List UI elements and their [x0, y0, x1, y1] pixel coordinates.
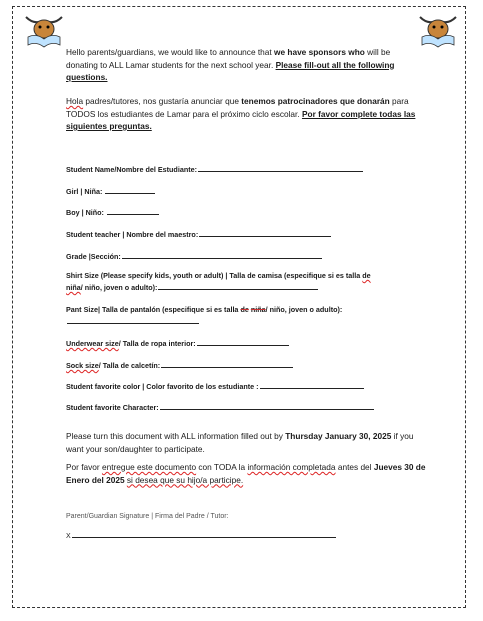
field-label: / Talla de calcetín:: [98, 361, 161, 370]
field-label: de: [362, 271, 371, 280]
field-blank[interactable]: [198, 163, 363, 172]
field-favorite-color[interactable]: [66, 380, 364, 392]
intro-es-text: padres/tutores, nos gustaría anunciar que: [83, 96, 242, 106]
closing-text: if you want your son/daughter to participate.: [66, 431, 414, 454]
intro-bold: we have sponsors who: [274, 47, 365, 57]
field-blank[interactable]: [122, 250, 322, 259]
field-label: Sock size: [66, 361, 99, 370]
field-label: de: [240, 305, 249, 314]
field-blank[interactable]: [260, 380, 364, 389]
longhorn-mascot-icon: [416, 7, 460, 51]
closing-spanish: [66, 461, 426, 486]
closing-text: Please turn this document with ALL information filled out by: [66, 431, 286, 441]
field-blank[interactable]: [158, 281, 318, 290]
intro-instruction: Please fill-out all the following questions.: [66, 59, 395, 82]
signature-blank[interactable]: [72, 531, 336, 538]
closing-english: [66, 430, 426, 455]
field-shirt-size[interactable]: [66, 270, 396, 293]
intro-es-instruction: Por favor complete todas las siguientes preguntas.: [66, 108, 416, 131]
closing-es-text: antes del: [335, 462, 374, 472]
field-grade[interactable]: [66, 250, 322, 262]
intro-text: will be donating to ALL Lamar students for the next school year.: [66, 47, 391, 70]
signature-x: X: [66, 533, 71, 540]
deadline-date-es: Jueves 30 de Enero del 2025: [66, 462, 426, 485]
field-label: Pant Size| Talla de pantalón (especifique si es talla: [66, 305, 241, 314]
field-label: Student teacher | Nombre del maestro:: [66, 230, 199, 239]
signature-label: Parent/Guardian Signature | Firma del Padre / Tutor:: [66, 513, 229, 520]
closing-es-text: si desea que su hijo/a participe.: [126, 474, 244, 485]
field-label: Student favorite Character:: [66, 403, 159, 412]
field-blank[interactable]: [199, 228, 331, 237]
field-blank[interactable]: [107, 206, 159, 215]
field-label: Girl | Niña:: [66, 187, 105, 196]
field-label: niña: [250, 305, 266, 314]
field-blank[interactable]: [67, 315, 199, 324]
intro-es-text: Hola: [66, 96, 84, 106]
field-label: Shirt Size (Please specify kids, youth or adult) | Talla de camisa (especifique si es talla: [66, 271, 363, 280]
field-label: Grade |Sección:: [66, 252, 121, 261]
intro-text: Hello parents/guardians, we would like to announce that: [66, 47, 275, 57]
longhorn-mascot-icon: [22, 7, 66, 51]
field-label: Underwear size: [66, 339, 119, 348]
field-underwear-size[interactable]: [66, 337, 289, 349]
field-label: Student favorite color | Color favorito de los estudiante :: [66, 382, 259, 391]
intro-spanish: [66, 95, 416, 133]
field-girl[interactable]: [66, 185, 155, 197]
field-pant-size[interactable]: [66, 304, 396, 327]
field-blank[interactable]: [197, 337, 289, 346]
field-blank[interactable]: [105, 185, 155, 194]
field-label: / niño, joven o adulto):: [265, 305, 343, 314]
closing-es-text: información completada: [247, 462, 336, 472]
field-favorite-character[interactable]: [66, 401, 374, 413]
intro-es-text: para TODOS los estudiantes de Lamar para el próximo ciclo escolar.: [66, 96, 409, 119]
field-label: / Talla de ropa interior:: [118, 339, 196, 348]
deadline-date: Thursday January 30, 2025: [285, 431, 392, 441]
field-blank[interactable]: [161, 359, 293, 368]
closing-es-text: Por favor: [66, 462, 102, 472]
field-boy[interactable]: [66, 206, 159, 218]
closing-es-text: con TODA la: [196, 462, 248, 472]
intro-english: [66, 46, 416, 84]
field-label: Boy | Niño:: [66, 208, 106, 217]
field-label: Student Name/Nombre del Estudiante:: [66, 165, 197, 174]
closing-es-text: entregue este documento: [101, 462, 197, 472]
field-teacher[interactable]: [66, 228, 331, 240]
field-sock-size[interactable]: [66, 359, 293, 371]
field-student-name[interactable]: [66, 163, 363, 175]
field-label: / niño, joven o adulto):: [80, 283, 158, 292]
signature-line[interactable]: [66, 531, 336, 540]
field-label: niña: [66, 283, 81, 292]
field-blank[interactable]: [160, 401, 374, 410]
intro-es-bold: tenemos patrocinadores que donarán: [241, 96, 390, 106]
